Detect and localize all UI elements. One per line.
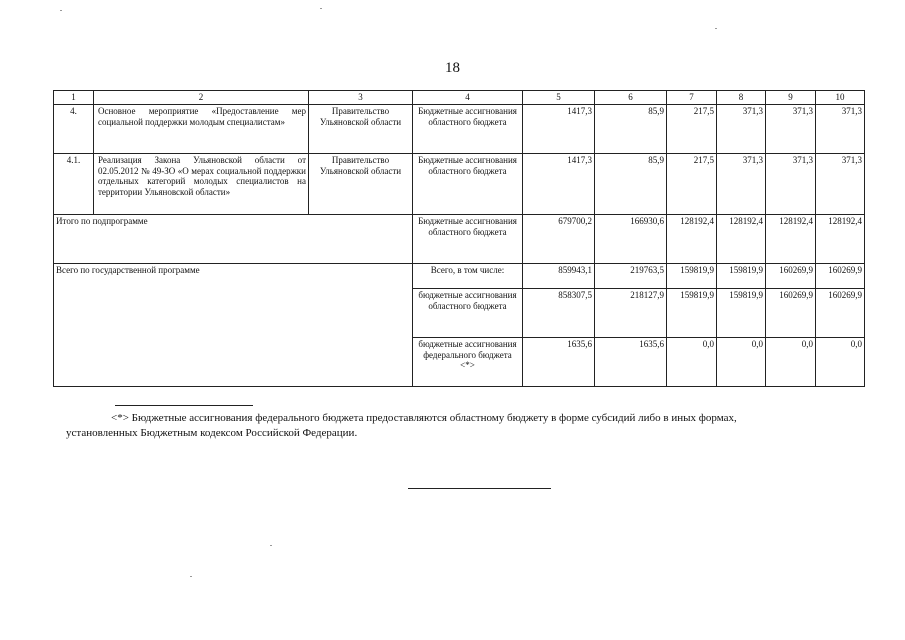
table-row bbox=[54, 153, 865, 214]
funding-source: Бюджетные ассигнования областного бюджета bbox=[413, 104, 523, 153]
funding-source: Бюджетные ассигнования областного бюджета bbox=[413, 214, 523, 263]
value-cell: 128192,4 bbox=[816, 214, 865, 263]
scan-speck bbox=[60, 10, 62, 11]
value-cell: 159819,9 bbox=[717, 288, 766, 337]
value-cell: 371,3 bbox=[816, 104, 865, 153]
scan-speck bbox=[270, 545, 272, 546]
table-header-row bbox=[54, 91, 865, 105]
footnote-divider bbox=[115, 405, 253, 406]
value-cell: 0,0 bbox=[766, 337, 816, 386]
value-cell: 85,9 bbox=[595, 104, 667, 153]
value-cell: 219763,5 bbox=[595, 263, 667, 288]
executor: Правительство Ульяновской области bbox=[309, 153, 413, 214]
measure-name: Основное мероприятие «Предоставление мер социальной поддержки молодым специалистам» bbox=[94, 104, 309, 153]
value-cell: 1635,6 bbox=[595, 337, 667, 386]
value-cell: 0,0 bbox=[816, 337, 865, 386]
measure-name: Реализация Закона Ульяновской области от 02.05.2012 № 49-ЗО «О мерах социальной поддержки отдельных категорий молодых специалистов на территории Ульяновской области» bbox=[94, 153, 309, 214]
value-cell: 371,3 bbox=[766, 104, 816, 153]
scan-speck bbox=[320, 8, 322, 9]
header-cell: 6 bbox=[595, 91, 667, 105]
row-number: 4.1. bbox=[54, 153, 94, 214]
footnote-line: установленных Бюджетным кодексом Российской Федерации. bbox=[66, 427, 358, 439]
value-cell: 371,3 bbox=[816, 153, 865, 214]
value-cell: 85,9 bbox=[595, 153, 667, 214]
value-cell: 371,3 bbox=[717, 153, 766, 214]
value-cell: 371,3 bbox=[717, 104, 766, 153]
header-cell: 9 bbox=[766, 91, 816, 105]
value-cell: 858307,5 bbox=[523, 288, 595, 337]
value-cell: 218127,9 bbox=[595, 288, 667, 337]
header-cell: 5 bbox=[523, 91, 595, 105]
value-cell: 166930,6 bbox=[595, 214, 667, 263]
funding-source: Всего, в том числе: bbox=[413, 263, 523, 288]
value-cell: 128192,4 bbox=[766, 214, 816, 263]
subtotal-label: Итого по подпрограмме bbox=[54, 214, 413, 263]
end-divider bbox=[408, 488, 551, 489]
value-cell: 159819,9 bbox=[667, 263, 717, 288]
value-cell: 0,0 bbox=[717, 337, 766, 386]
value-cell: 371,3 bbox=[766, 153, 816, 214]
value-cell: 160269,9 bbox=[766, 263, 816, 288]
value-cell: 128192,4 bbox=[667, 214, 717, 263]
header-cell: 4 bbox=[413, 91, 523, 105]
funding-source: бюджетные ассигнования областного бюджета bbox=[413, 288, 523, 337]
value-cell: 160269,9 bbox=[816, 288, 865, 337]
footnote-line: <*> Бюджетные ассигнования федерального бюджета предоставляются областному бюджету в форме субсидий либо в иных формах, bbox=[111, 412, 737, 424]
value-cell: 1417,3 bbox=[523, 153, 595, 214]
footnote bbox=[66, 411, 866, 441]
value-cell: 159819,9 bbox=[717, 263, 766, 288]
row-number: 4. bbox=[54, 104, 94, 153]
scan-speck bbox=[190, 576, 192, 577]
header-cell: 8 bbox=[717, 91, 766, 105]
header-cell: 3 bbox=[309, 91, 413, 105]
value-cell: 1635,6 bbox=[523, 337, 595, 386]
page-number: 18 bbox=[445, 60, 460, 76]
value-cell: 0,0 bbox=[667, 337, 717, 386]
header-cell: 1 bbox=[54, 91, 94, 105]
value-cell: 160269,9 bbox=[766, 288, 816, 337]
value-cell: 217,5 bbox=[667, 104, 717, 153]
header-cell: 2 bbox=[94, 91, 309, 105]
executor: Правительство Ульяновской области bbox=[309, 104, 413, 153]
value-cell: 679700,2 bbox=[523, 214, 595, 263]
funding-source: Бюджетные ассигнования областного бюджета bbox=[413, 153, 523, 214]
subtotal-row bbox=[54, 214, 865, 263]
budget-table bbox=[53, 90, 865, 387]
value-cell: 160269,9 bbox=[816, 263, 865, 288]
value-cell: 859943,1 bbox=[523, 263, 595, 288]
value-cell: 159819,9 bbox=[667, 288, 717, 337]
value-cell: 128192,4 bbox=[717, 214, 766, 263]
scan-speck bbox=[715, 28, 717, 29]
header-cell: 10 bbox=[816, 91, 865, 105]
value-cell: 1417,3 bbox=[523, 104, 595, 153]
funding-source: бюджетные ассигнования федерального бюджета <*> bbox=[413, 337, 523, 386]
header-cell: 7 bbox=[667, 91, 717, 105]
value-cell: 217,5 bbox=[667, 153, 717, 214]
total-label: Всего по государственной программе bbox=[54, 263, 413, 386]
total-row bbox=[54, 263, 865, 288]
table-row bbox=[54, 104, 865, 153]
